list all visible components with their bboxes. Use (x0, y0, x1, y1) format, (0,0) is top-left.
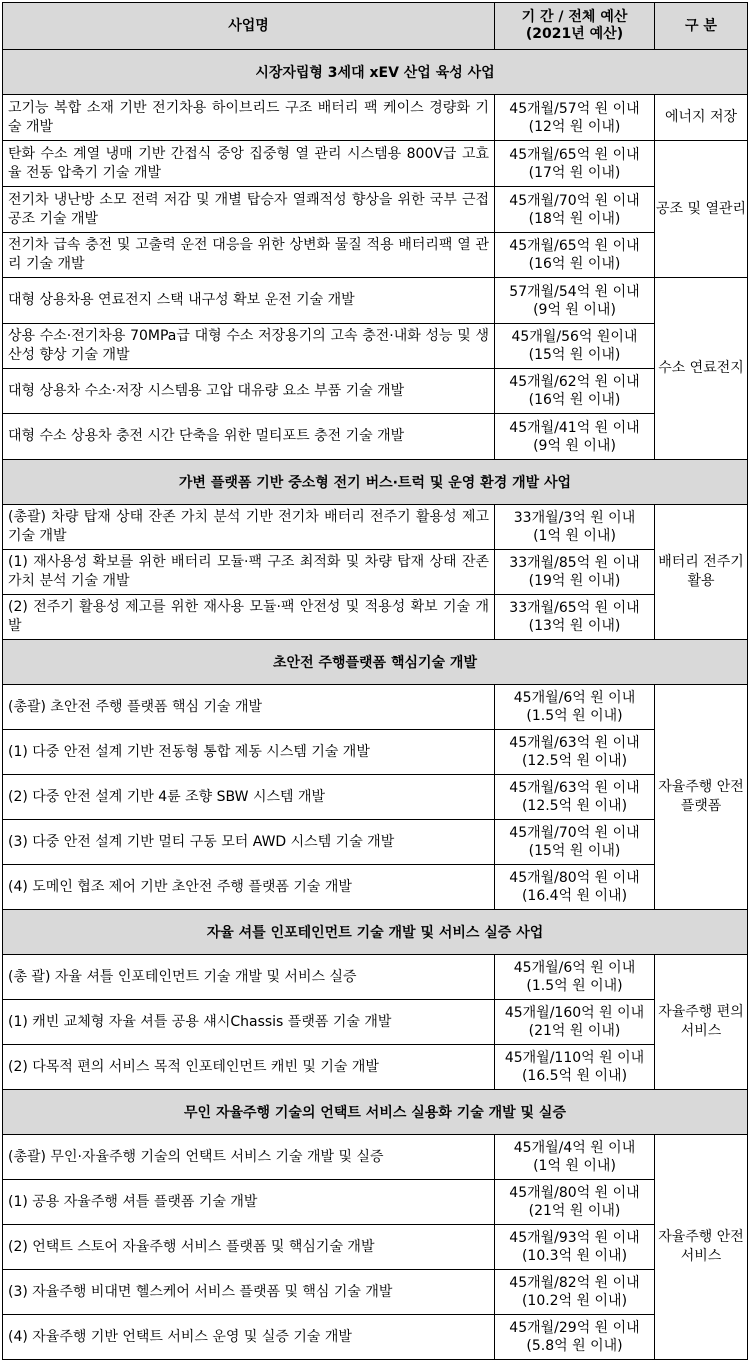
period-text: 45개월/110억 원 이내 (504, 1050, 645, 1066)
period-budget (495, 1270, 655, 1315)
category-cell: 자율주행 안전 플랫폼 (655, 685, 748, 910)
budget-text: (18억 원 이내) (528, 210, 621, 227)
table-row (3, 550, 748, 595)
period-text: 45개월/57억 원 이내 (509, 100, 640, 117)
table-row (3, 955, 748, 1000)
budget-text: (12.5억 원 이내) (521, 753, 628, 769)
period-text: 45개월/70억 원 이내 (509, 825, 640, 841)
header-period (495, 3, 655, 50)
table-row (3, 414, 748, 460)
budget-text: (9억 원 이내) (533, 437, 616, 454)
period-budget (495, 95, 655, 141)
category-cell: 배터리 전주기 활용 (655, 505, 748, 640)
category-cell: 수소 연료전지 (655, 278, 748, 460)
period-budget (495, 233, 655, 278)
project-name: (총괄) 무인·자율주행 기술의 언택트 서비스 기술 개발 및 실증 (3, 1135, 495, 1180)
budget-text: (10.2억 원 이내) (521, 1293, 628, 1309)
table-row (3, 1045, 748, 1090)
table-row (3, 233, 748, 278)
period-budget (495, 141, 655, 187)
table-row (3, 595, 748, 640)
period-text: 45개월/80억 원 이내 (509, 870, 640, 886)
budget-text: (16억 원 이내) (528, 392, 621, 408)
period-text: 45개월/70억 원 이내 (509, 192, 640, 209)
period-budget (495, 730, 655, 775)
budget-text: (1억 원 이내) (533, 1158, 616, 1174)
period-budget (495, 1180, 655, 1225)
period-text: 45개월/56억 원이내 (511, 329, 638, 345)
project-name: 대형 상용차 수소·저장 시스템용 고압 대유량 요소 부품 기술 개발 (3, 369, 495, 414)
table-row (3, 324, 748, 369)
period-budget (495, 955, 655, 1000)
business-table (2, 2, 748, 1360)
period-text: 33개월/3억 원 이내 (513, 510, 636, 526)
project-name: 탄화 수소 계열 냉매 기반 간접식 중앙 집중형 열 관리 시스템용 800V급 고효율 전동 압축기 기술 개발 (3, 141, 495, 187)
table-row (3, 685, 748, 730)
budget-text: (16.5억 원 이내) (521, 1068, 628, 1084)
period-text: 45개월/4억 원 이내 (513, 1140, 636, 1156)
project-name: 전기차 냉난방 소모 전력 저감 및 개별 탑승자 열쾌적성 향상을 위한 국부 근접 공조 기술 개발 (3, 187, 495, 233)
period-text: 45개월/29억 원 이내 (509, 1320, 640, 1336)
period-budget (495, 865, 655, 910)
period-text: 45개월/93억 원 이내 (509, 1230, 640, 1246)
period-budget (495, 278, 655, 324)
project-name: 전기차 급속 충전 및 고출력 운전 대응을 위한 상변화 물질 적용 배터리팩 열 관리 기술 개발 (3, 233, 495, 278)
section-title: 무인 자율주행 기술의 언택트 서비스 실용화 기술 개발 및 실증 (3, 1090, 748, 1135)
period-text: 45개월/41억 원 이내 (509, 419, 640, 436)
budget-text: (1억 원 이내) (533, 528, 616, 544)
period-budget (495, 369, 655, 414)
period-budget (495, 1315, 655, 1360)
table-row (3, 1180, 748, 1225)
table-row (3, 95, 748, 141)
budget-text: (16억 원 이내) (528, 256, 621, 272)
header-row (3, 3, 748, 50)
budget-text: (9억 원 이내) (533, 301, 616, 318)
section-title: 자율 셔틀 인포테인먼트 기술 개발 및 서비스 실증 사업 (3, 910, 748, 955)
project-name: (1) 캐빈 교체형 자율 셔틀 공용 섀시Chassis 플랫폼 기술 개발 (3, 1000, 495, 1045)
section-title-row (3, 640, 748, 685)
table-row (3, 775, 748, 820)
budget-text: (16.4억 원 이내) (521, 888, 628, 904)
project-name: (2) 전주기 활용성 제고를 위한 재사용 모듈·팩 안전성 및 적용성 확보 기술 개발 (3, 595, 495, 640)
period-budget (495, 324, 655, 369)
table-row (3, 278, 748, 324)
table-row (3, 505, 748, 550)
project-name: (총 괄) 자율 셔틀 인포테인먼트 기술 개발 및 서비스 실증 (3, 955, 495, 1000)
period-text: 45개월/6억 원 이내 (513, 690, 636, 706)
project-name: 대형 상용차용 연료전지 스택 내구성 확보 운전 기술 개발 (3, 278, 495, 324)
budget-text: (21억 원 이내) (528, 1023, 621, 1039)
budget-text: (1.5억 원 이내) (526, 978, 623, 994)
header-name: 사업명 (3, 3, 495, 50)
section-title-row (3, 1090, 748, 1135)
period-budget (495, 1045, 655, 1090)
table-row (3, 1000, 748, 1045)
period-text: 45개월/65억 원 이내 (509, 238, 640, 254)
period-text: 45개월/80억 원 이내 (509, 1185, 640, 1201)
budget-text: (15억 원 이내) (528, 347, 621, 363)
budget-text: (15억 원 이내) (528, 843, 621, 859)
project-name: (2) 다중 안전 설계 기반 4륜 조향 SBW 시스템 개발 (3, 775, 495, 820)
section-title-row (3, 910, 748, 955)
period-budget (495, 505, 655, 550)
budget-text: (12억 원 이내) (528, 118, 621, 135)
section-title-row (3, 50, 748, 95)
period-text: 57개월/54억 원 이내 (509, 283, 640, 300)
table-row (3, 820, 748, 865)
table-row (3, 1270, 748, 1315)
budget-text: (19억 원 이내) (528, 573, 621, 589)
project-name: 상용 수소·전기차용 70MPa급 대형 수소 저장용기의 고속 충전·내화 성능 및 생산성 향상 기술 개발 (3, 324, 495, 369)
period-text: 33개월/85억 원 이내 (509, 555, 640, 571)
period-budget (495, 1135, 655, 1180)
section-title: 초안전 주행플랫폼 핵심기술 개발 (3, 640, 748, 685)
period-text: 45개월/63억 원 이내 (509, 780, 640, 796)
project-name: (총괄) 차량 탑재 상태 잔존 가치 분석 기반 전기차 배터리 전주기 활용성 제고 기술 개발 (3, 505, 495, 550)
budget-text: (17억 원 이내) (528, 164, 621, 181)
table-row (3, 1135, 748, 1180)
period-budget (495, 1000, 655, 1045)
period-budget (495, 595, 655, 640)
period-budget (495, 187, 655, 233)
budget-text: (5.8억 원 이내) (526, 1338, 623, 1354)
period-budget (495, 685, 655, 730)
period-budget (495, 1225, 655, 1270)
table-row (3, 865, 748, 910)
category-cell: 자율주행 안전 서비스 (655, 1135, 748, 1360)
project-name: (4) 자율주행 기반 언택트 서비스 운영 및 실증 기술 개발 (3, 1315, 495, 1360)
table-row (3, 1315, 748, 1360)
table-row (3, 187, 748, 233)
project-name: (3) 자율주행 비대면 헬스케어 서비스 플랫폼 및 핵심 기술 개발 (3, 1270, 495, 1315)
table-row (3, 141, 748, 187)
category-cell: 자율주행 편의 서비스 (655, 955, 748, 1090)
budget-text: (12.5억 원 이내) (521, 798, 628, 814)
period-text: 45개월/63억 원 이내 (509, 735, 640, 751)
period-text: 45개월/160억 원 이내 (504, 1005, 645, 1021)
project-name: (1) 재사용성 확보를 위한 배터리 모듈·팩 구조 최적화 및 차량 탑재 상태 잔존 가치 분석 기술 개발 (3, 550, 495, 595)
section-title-row (3, 460, 748, 505)
header-period-line1: 기 간 / 전체 예산 (521, 9, 628, 25)
period-text: 45개월/65억 원 이내 (509, 146, 640, 163)
project-name: (2) 다목적 편의 서비스 목적 인포테인먼트 캐빈 및 기술 개발 (3, 1045, 495, 1090)
project-name: (1) 다중 안전 설계 기반 전동형 통합 제동 시스템 기술 개발 (3, 730, 495, 775)
project-name: (1) 공용 자율주행 셔틀 플랫폼 기술 개발 (3, 1180, 495, 1225)
period-text: 33개월/65억 원 이내 (509, 600, 640, 616)
project-name: 대형 수소 상용차 충전 시간 단축을 위한 멀티포트 충전 기술 개발 (3, 414, 495, 460)
header-category: 구 분 (655, 3, 748, 50)
table-row (3, 1225, 748, 1270)
category-cell: 에너지 저장 (655, 95, 748, 141)
project-name: (4) 도메인 협조 제어 기반 초안전 주행 플랫폼 기술 개발 (3, 865, 495, 910)
table-row (3, 730, 748, 775)
period-text: 45개월/82억 원 이내 (509, 1275, 640, 1291)
period-budget (495, 820, 655, 865)
budget-text: (21억 원 이내) (528, 1203, 621, 1219)
project-name: (총괄) 초안전 주행 플랫폼 핵심 기술 개발 (3, 685, 495, 730)
period-text: 45개월/6억 원 이내 (513, 960, 636, 976)
period-budget (495, 550, 655, 595)
section-title: 가변 플랫폼 기반 중소형 전기 버스·트럭 및 운영 환경 개발 사업 (3, 460, 748, 505)
budget-text: (10.3억 원 이내) (521, 1248, 628, 1264)
period-text: 45개월/62억 원 이내 (509, 374, 640, 390)
budget-text: (13억 원 이내) (528, 618, 621, 634)
period-budget (495, 775, 655, 820)
section-title: 시장자립형 3세대 xEV 산업 육성 사업 (3, 50, 748, 95)
project-name: 고기능 복합 소재 기반 전기차용 하이브리드 구조 배터리 팩 케이스 경량화 기술 개발 (3, 95, 495, 141)
header-period-line2: (2021년 예산) (525, 26, 624, 42)
budget-text: (1.5억 원 이내) (526, 708, 623, 724)
period-budget (495, 414, 655, 460)
category-cell: 공조 및 열관리 (655, 141, 748, 278)
table-row (3, 369, 748, 414)
project-name: (2) 언택트 스토어 자율주행 서비스 플랫폼 및 핵심기술 개발 (3, 1225, 495, 1270)
project-name: (3) 다중 안전 설계 기반 멀티 구동 모터 AWD 시스템 기술 개발 (3, 820, 495, 865)
